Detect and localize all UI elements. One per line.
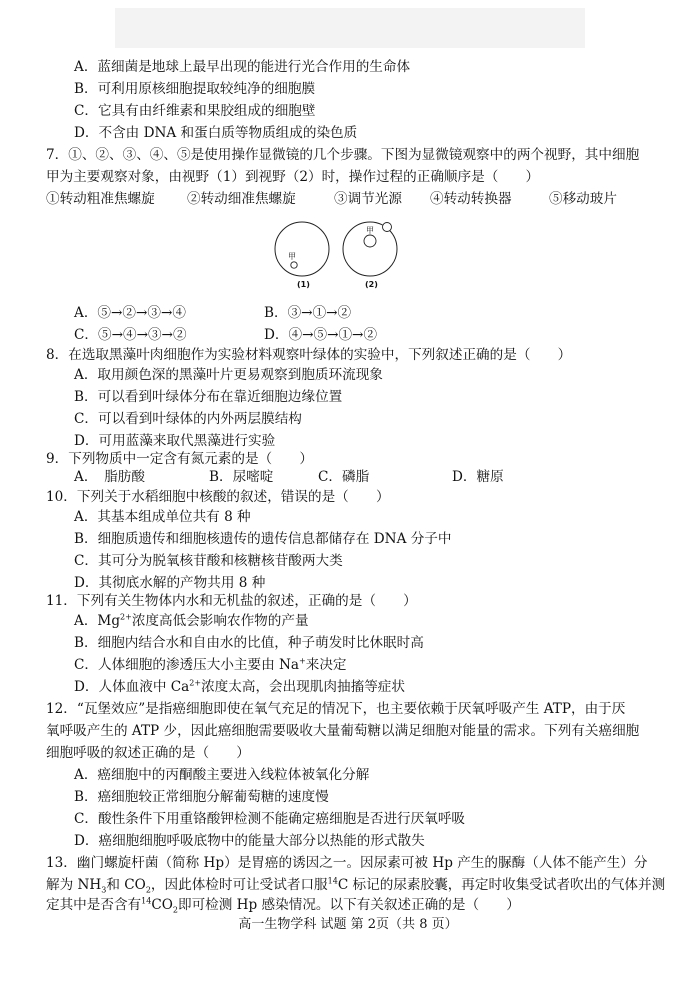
option-c: C．它具有由纤维素和果胶组成的细胞壁 [74, 103, 316, 119]
q8-option-b: B．可以看到叶绿体分布在靠近细胞边缘位置 [74, 389, 343, 405]
q13-stem-line2: 解为 $NH_3$和 $CO_2$，因此体检时可让受试者口服$^{14}$C 标记的尿素胶囊，再定时收集受试者吹出的气体并测 [46, 876, 666, 895]
q7-option-d: D．④→⑤→①→② [264, 327, 378, 343]
q7-stem-line2: 甲为主要观察对象，由视野（1）到视野（2）时，操作过程的正确顺序是（ ） [46, 169, 540, 185]
view-label-2: (2) [365, 280, 378, 289]
q10-stem: 10．下列关于水稻细胞中核酸的叙述，错误的是（ ） [46, 489, 390, 505]
q8-option-c: C．可以看到叶绿体的内外两层膜结构 [74, 411, 302, 427]
q7-option-a: A．⑤→②→③→④ [74, 305, 186, 321]
option-b: B．可利用原核细胞提取较纯净的细胞膜 [74, 81, 316, 97]
q12-option-b: B．癌细胞较正常细胞分解葡萄糖的速度慢 [74, 789, 329, 805]
q7-stem-line1: 7．①、②、③、④、⑤是使用操作显微镜的几个步骤。下图为显微镜观察中的两个视野，其中细胞 [46, 147, 640, 163]
q12-stem-line2: 氧呼吸产生的 ATP 少，因此癌细胞需要吸收大量葡萄糖以满足细胞对能量的需求。下列有关癌细胞 [46, 723, 640, 739]
q7-step-3: ③调节光源 [334, 191, 402, 207]
q9-stem: 9．下列物质中一定含有氮元素的是（ ） [46, 451, 313, 467]
q8-option-a: A．取用颜色深的黑藻叶片更易观察到胞质环流现象 [74, 367, 383, 383]
cell-jia-1 [291, 262, 297, 268]
q12-option-d: D．癌细胞细胞呼吸底物中的能量大部分以热能的形式散失 [74, 833, 425, 849]
field-of-view-1 [275, 222, 329, 276]
q12-stem-line3: 细胞呼吸的叙述正确的是（ ） [46, 745, 250, 761]
q7-step-4: ④转动转换器 [430, 191, 512, 207]
q7-option-c: C．⑤→④→③→② [74, 327, 187, 343]
view-label-1: (1) [297, 280, 310, 289]
q13-stem-line3: 定其中是否含有$^{14}CO_2$即可检测 Hp 感染情况。以下有关叙述正确的是（ ） [46, 896, 520, 915]
field-of-view-2 [343, 222, 397, 276]
q11-option-a: A．$Mg^{2+}$浓度高低会影响农作物的产量 [74, 612, 309, 629]
option-a: A．蓝细菌是地球上最早出现的能进行光合作用的生命体 [74, 59, 411, 75]
header-blank [115, 8, 585, 48]
q9-option-a: A． 脂肪酸 [74, 469, 145, 485]
q12-option-a: A．癌细胞中的丙酮酸主要进入线粒体被氧化分解 [74, 767, 370, 783]
q10-option-d: D．其彻底水解的产物共用 8 种 [74, 575, 266, 591]
cell-label-2: 甲 [366, 226, 374, 235]
option-d: D．不含由 DNA 和蛋白质等物质组成的染色质 [74, 125, 358, 141]
q11-stem: 11．下列有关生物体内水和无机盐的叙述，正确的是（ ） [46, 593, 417, 609]
cell-jia-2 [364, 235, 376, 247]
q13-stem-line1: 13．幽门螺旋杆菌（简称 Hp）是胃癌的诱因之一。因尿素可被 Hp 产生的脲酶（人体不能产生）分 [46, 855, 648, 871]
q11-option-c: C．人体细胞的渗透压大小主要由 Na+来决定 [74, 656, 347, 673]
q7-step-1: ①转动粗准焦螺旋 [46, 191, 155, 207]
q11-option-d: D．人体血液中 $Ca^{2+}$浓度太高，会出现肌肉抽搐等症状 [74, 678, 405, 695]
microscope-fields-diagram [270, 219, 400, 291]
q7-step-5: ⑤移动玻片 [549, 191, 617, 207]
q9-option-c: C．磷脂 [318, 469, 370, 485]
q12-stem-line1: 12．“瓦堡效应”是指癌细胞即使在氧气充足的情况下，也主要依赖于厌氧呼吸产生 ATP，由于厌 [46, 701, 626, 717]
q9-option-d: D．糖原 [452, 469, 504, 485]
q7-option-b: B．③→①→② [264, 305, 352, 321]
page-footer: 高一生物学科 试题 第 2页（共 8 页） [238, 917, 458, 932]
q10-option-c: C．其可分为脱氧核苷酸和核糖核苷酸两大类 [74, 553, 343, 569]
q8-stem: 8．在选取黑藻叶肉细胞作为实验材料观察叶绿体的实验中，下列叙述正确的是（ ） [46, 347, 572, 363]
q8-option-d: D．可用蓝藻来取代黑藻进行实验 [74, 433, 276, 449]
q10-option-a: A．其基本组成单位共有 8 种 [74, 509, 251, 525]
cell-label-1: 甲 [288, 252, 296, 261]
q12-option-c: C．酸性条件下用重铬酸钾检测不能确定癌细胞是否进行厌氧呼吸 [74, 811, 466, 827]
q10-option-b: B．细胞质遗传和细胞核遗传的遗传信息都储存在 DNA 分子中 [74, 531, 452, 547]
other-cell [383, 223, 392, 232]
q9-option-b: B．尿嘧啶 [209, 469, 274, 485]
q7-step-2: ②转动细准焦螺旋 [187, 191, 296, 207]
q11-option-b: B．细胞内结合水和自由水的比值，种子萌发时比休眠时高 [74, 635, 424, 651]
